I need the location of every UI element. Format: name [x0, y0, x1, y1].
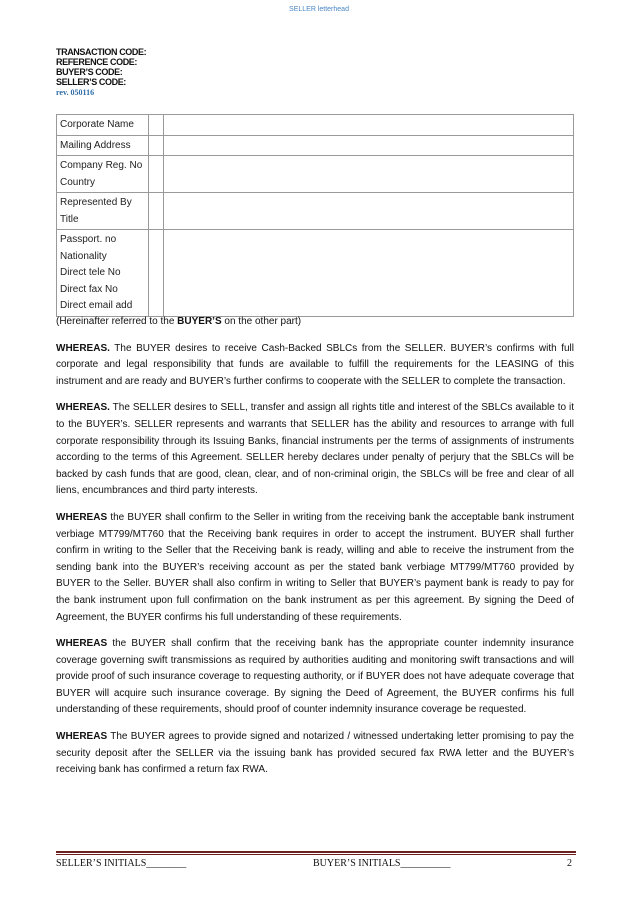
codes-block [56, 47, 146, 98]
spacer-cell [149, 193, 164, 230]
field-label-cell [57, 156, 149, 193]
whereas-paragraph-1 [56, 341, 574, 391]
field-label: Direct tele No [60, 267, 121, 278]
whereas-label: WHEREAS [56, 638, 108, 650]
field-label: Passport. no [60, 234, 117, 245]
table-row [57, 193, 574, 230]
spacer-cell [149, 230, 164, 317]
field-label: Company Reg. No [60, 160, 143, 171]
whereas-label: WHEREAS. [56, 342, 110, 354]
whereas-paragraph-4 [56, 636, 574, 719]
paragraph-text: The SELLER desires to SELL, transfer and assign all rights title and interest of the SBLCs available to it to the BUYER’s. SELLER represents and warrants that SELLER has the ability and resources to arrange with full corporate responsibility through its Issuing Banks, financial instruments per the terms of assignments of instruments according to the terms of this Agreement. SELLER hereby declares under penalty of perjury that the SBLCs will be backed by cash funds that are good, clean, clear, and of non-criminal origin, the SBLCs will be free and clear of all liens, encumbrances and third party interests. [56, 402, 574, 497]
field-label-cell [57, 230, 149, 317]
buyer-details-table [56, 114, 574, 317]
field-value-cell[interactable] [164, 193, 574, 230]
whereas-paragraph-3 [56, 510, 574, 626]
field-label: Title [60, 213, 79, 225]
buyer-initials: BUYER’S INITIALS__________ [313, 858, 451, 869]
whereas-paragraph-5 [56, 729, 574, 779]
paragraph-text: The BUYER desires to receive Cash-Backed SBLCs from the SELLER. BUYER’s confirms with full corporate and legal responsibility that funds are available to fulfill the requirements for the LEASING of this instrument and are ready and BUYER’s further confirms to cooperate with the SELLER to complete the transaction. [56, 342, 574, 387]
paragraph-text: the BUYER shall confirm to the Seller in writing from the receiving bank the acceptable bank instrument verbiage MT799/MT760 that the Receiving bank requires in order to accept the instrument. BUYER shall further confirm in writing to the Seller that the Receiving bank is ready, willing and able to receive the instrument from the sending bank into the BUYER’s receiving account as per the stated bank verbiage MT799/MT760 provided by BUYER to the Seller. BUYER shall also confirm in writing to Seller that BUYER’s payment bank is ready to pay for the bank instrument upon full confirmation on the bank instrument as per this agreement. By signing the Deed of Agreement, the BUYER confirms his full understanding of these requirements. [56, 511, 574, 623]
field-label: Corporate Name [60, 119, 134, 130]
field-value-cell[interactable] [164, 156, 574, 193]
whereas-label: WHEREAS [56, 511, 108, 523]
transaction-code-label: TRANSACTION CODE: [56, 47, 147, 57]
field-label-cell [57, 135, 149, 156]
seller-code-label: SELLER’S CODE: [56, 77, 126, 87]
table-row [57, 135, 574, 156]
intro-paragraph [56, 314, 574, 331]
footer-divider-thin [56, 854, 576, 855]
buyer-code-label: BUYER’S CODE: [56, 67, 123, 77]
page-footer [56, 858, 574, 872]
seller-initials: SELLER’S INITIALS________ [56, 858, 187, 869]
field-label: Nationality [60, 250, 107, 262]
table-row [57, 230, 574, 317]
field-value-cell[interactable] [164, 115, 574, 136]
spacer-cell [149, 156, 164, 193]
whereas-paragraph-2 [56, 400, 574, 500]
table-row [57, 115, 574, 136]
footer-divider [56, 851, 576, 853]
whereas-label: WHEREAS [56, 731, 108, 743]
field-label: Mailing Address [60, 139, 131, 151]
intro-text: (Hereinafter referred to the [56, 316, 178, 327]
intro-text-end: on the other part) [221, 316, 302, 327]
spacer-cell [149, 135, 164, 156]
page-number: 2 [567, 858, 572, 869]
paragraph-text: The BUYER agrees to provide signed and notarized / witnessed undertaking letter promising to pay the security deposit after the SELLER via the issuing bank has provided secured fax RWA letter and the BUYER’s receiving bank has confirmed a return fax RWA. [56, 731, 574, 776]
field-label-cell [57, 115, 149, 136]
field-value-cell[interactable] [164, 230, 574, 317]
field-value-cell[interactable] [164, 135, 574, 156]
field-label: Direct email add [60, 300, 133, 311]
intro-buyer: BUYER’S [177, 316, 222, 327]
spacer-cell [149, 115, 164, 136]
field-label: Direct fax No [60, 283, 118, 295]
revision-label: rev. 050116 [56, 88, 95, 97]
field-label: Represented By [60, 197, 132, 208]
paragraph-text: the BUYER shall confirm that the receiving bank has the appropriate counter indemnity insurance coverage governing swift transmissions as required by authorities auditing and monitoring swift transactions and will provide proof of such insurance coverage to requesting authority, or if BUYER does not have adequate coverage that BUYER will acquire such insurance coverage. By signing the Deed of Agreement, the BUYER confirms his full understanding of these requirements, should proof of counter indemnity insurance coverage be requested. [56, 638, 574, 716]
letterhead-title: SELLER letterhead [289, 6, 349, 13]
reference-code-label: REFERENCE CODE: [56, 57, 138, 67]
agreement-body [56, 314, 574, 789]
field-label: Country [60, 176, 96, 188]
field-label-cell [57, 193, 149, 230]
table-row [57, 156, 574, 193]
whereas-label: WHEREAS. [56, 402, 110, 414]
